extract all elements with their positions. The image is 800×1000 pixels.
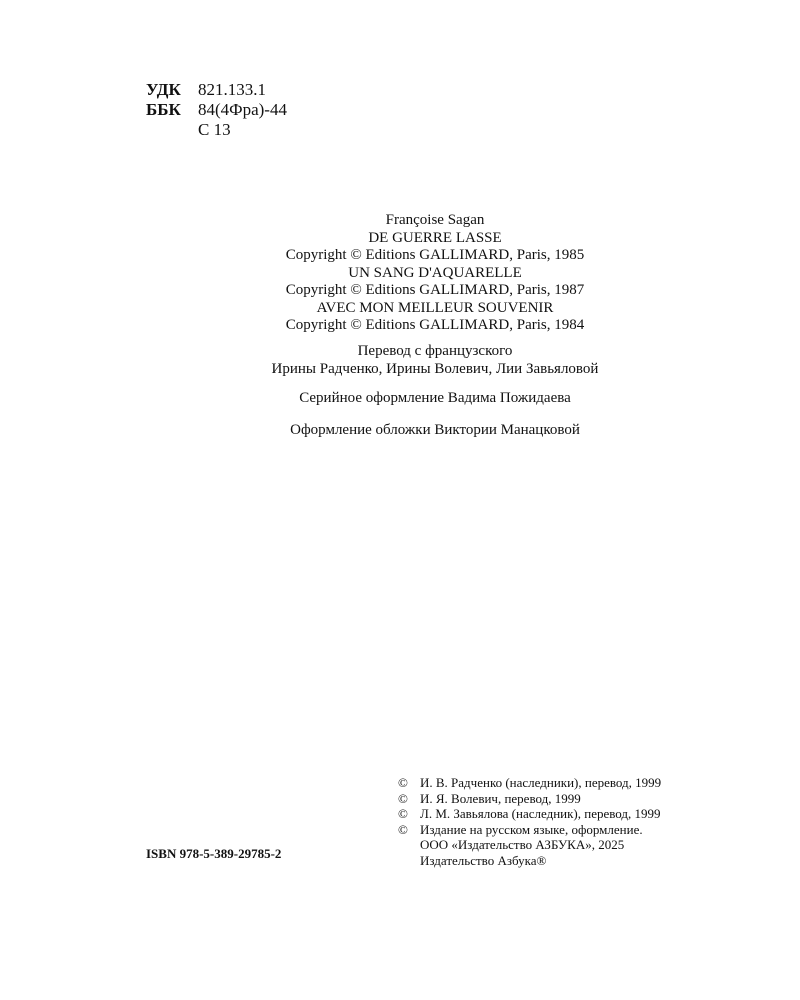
- udk-label: УДК: [146, 80, 181, 99]
- author-mark: С 13: [198, 120, 231, 139]
- udk-value: 821.133.1: [198, 80, 266, 99]
- cover-design-credit: Оформление обложки Виктории Манацковой: [290, 422, 580, 438]
- copyright-sign: ©: [398, 821, 408, 837]
- rights-line: DE GUERRE LASSE: [368, 229, 502, 246]
- copyright-line: © И. В. Радченко (наследники), перевод, 1999: [398, 775, 662, 790]
- rights-line: Copyright © Editions GALLIMARD, Paris, 1984: [285, 317, 585, 333]
- publisher-line: Издательство Азбука®: [420, 852, 547, 868]
- bbk-label: ББК: [146, 100, 181, 119]
- copyright-sign: ©: [398, 775, 408, 790]
- rights-line: UN SANG D'AQUARELLE: [348, 264, 522, 281]
- bbk-value: 84(4Фра)-44: [198, 100, 287, 119]
- translation-credits: [0, 343, 800, 378]
- copyright-notices: [398, 775, 661, 868]
- copyright-sign: ©: [398, 790, 408, 806]
- isbn: ISBN 978-5-389-29785-2: [146, 846, 282, 861]
- bbk-row: [146, 100, 287, 120]
- rights-line: Copyright © Editions GALLIMARD, Paris, 1985: [285, 247, 585, 263]
- original-author: Françoise Sagan: [385, 212, 485, 228]
- original-rights-block: [0, 212, 800, 335]
- copyright-sign: ©: [398, 806, 408, 821]
- rights-line: AVEC MON MEILLEUR SOUVENIR: [316, 299, 554, 316]
- series-design-credit: Серийное оформление Вадима Пожидаева: [299, 390, 571, 406]
- author-mark-row: [146, 120, 287, 140]
- copyright-line: © Издание на русском языке, оформление.: [398, 821, 643, 837]
- udk-row: [146, 80, 287, 100]
- translation-from: Перевод с французского: [357, 343, 513, 359]
- copyright-line: © И. Я. Волевич, перевод, 1999: [398, 790, 581, 806]
- publisher-line: ООО «Издательство АЗБУКА», 2025: [420, 837, 625, 852]
- rights-line: Copyright © Editions GALLIMARD, Paris, 1987: [285, 282, 585, 298]
- classification-block: [146, 80, 287, 140]
- copyright-line: © Л. М. Завьялова (наследник), перевод, 1999: [398, 806, 661, 821]
- translators: Ирины Радченко, Ирины Волевич, Лии Завьяловой: [271, 360, 599, 377]
